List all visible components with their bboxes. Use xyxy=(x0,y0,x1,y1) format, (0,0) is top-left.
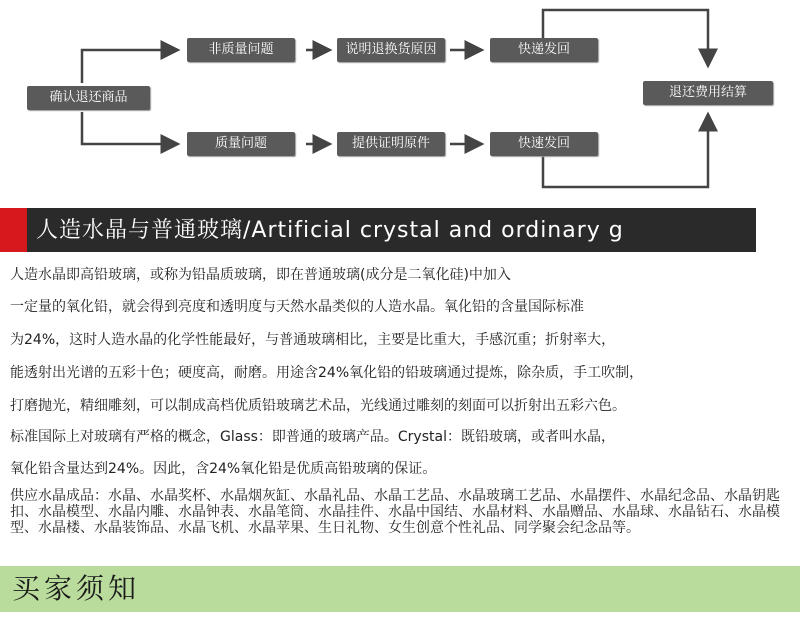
flow-top-step-2: 说明退换货原因 xyxy=(337,38,445,62)
title-accent-block xyxy=(0,208,27,252)
paragraph-line-6: 标准国际上对玻璃有严格的概念，Glass：即普通的玻璃产品。Crystal：既铅玻璃，或者叫水晶， xyxy=(10,429,615,445)
flow-bottom-step-1: 质量问题 xyxy=(187,132,295,156)
section-title: 人造水晶与普通玻璃/Artificial crystal and ordinary g xyxy=(36,218,624,243)
return-flowchart xyxy=(0,0,800,200)
buyer-notice-title: 买家须知 xyxy=(12,572,141,605)
paragraph-line-3: 为24%，这时人造水晶的化学性能最好，与普通玻璃相比，主要是比重大，手感沉重；折射率大， xyxy=(10,332,616,348)
flow-top-step-3: 快递发回 xyxy=(490,38,598,62)
flow-top-step-1: 非质量问题 xyxy=(187,38,295,62)
paragraph-line-2: 一定量的氧化铅，就会得到亮度和透明度与天然水晶类似的人造水晶。氧化铅的含量国际标准 xyxy=(10,299,584,315)
paragraph-line-4: 能透射出光谱的五彩十色；硬度高，耐磨。用途含24%氧化铅的铅玻璃通过提炼，除杂质，手工吹制， xyxy=(10,365,644,381)
flow-bottom-step-3: 快速发回 xyxy=(490,132,598,156)
section-title-bar xyxy=(0,208,756,252)
flow-start-box: 确认退还商品 xyxy=(27,86,150,110)
supply-product-list: 供应水晶成品：水晶、水晶奖杯、水晶烟灰缸、水晶礼品、水晶工艺品、水晶玻璃工艺品、水晶摆件、水晶纪念品、水晶钥匙扣、水晶模型、水晶内雕、水晶钟表、水晶笔筒、水晶挂件、水晶中国结、水晶材料、水晶赠品、水晶球、水晶钻石、水晶模型、水晶楼、水晶装饰品、水晶飞机、水晶苹果、生日礼物、女生创意个性礼品、同学聚会纪念品等。 xyxy=(10,488,780,536)
flow-end-box: 退还费用结算 xyxy=(643,81,773,105)
buyer-notice-band xyxy=(0,566,800,612)
paragraph-line-5: 打磨抛光，精细雕刻，可以制成高档优质铅玻璃艺术品，光线通过雕刻的刻面可以折射出五彩六色。 xyxy=(10,398,626,414)
paragraph-line-7: 氧化铅含量达到24%。因此，含24%氧化铅是优质高铅玻璃的保证。 xyxy=(10,461,437,477)
flow-bottom-step-2: 提供证明原件 xyxy=(337,132,445,156)
paragraph-line-1: 人造水晶即高铅玻璃，或称为铅晶质玻璃，即在普通玻璃(成分是二氧化硅)中加入 xyxy=(10,267,511,283)
